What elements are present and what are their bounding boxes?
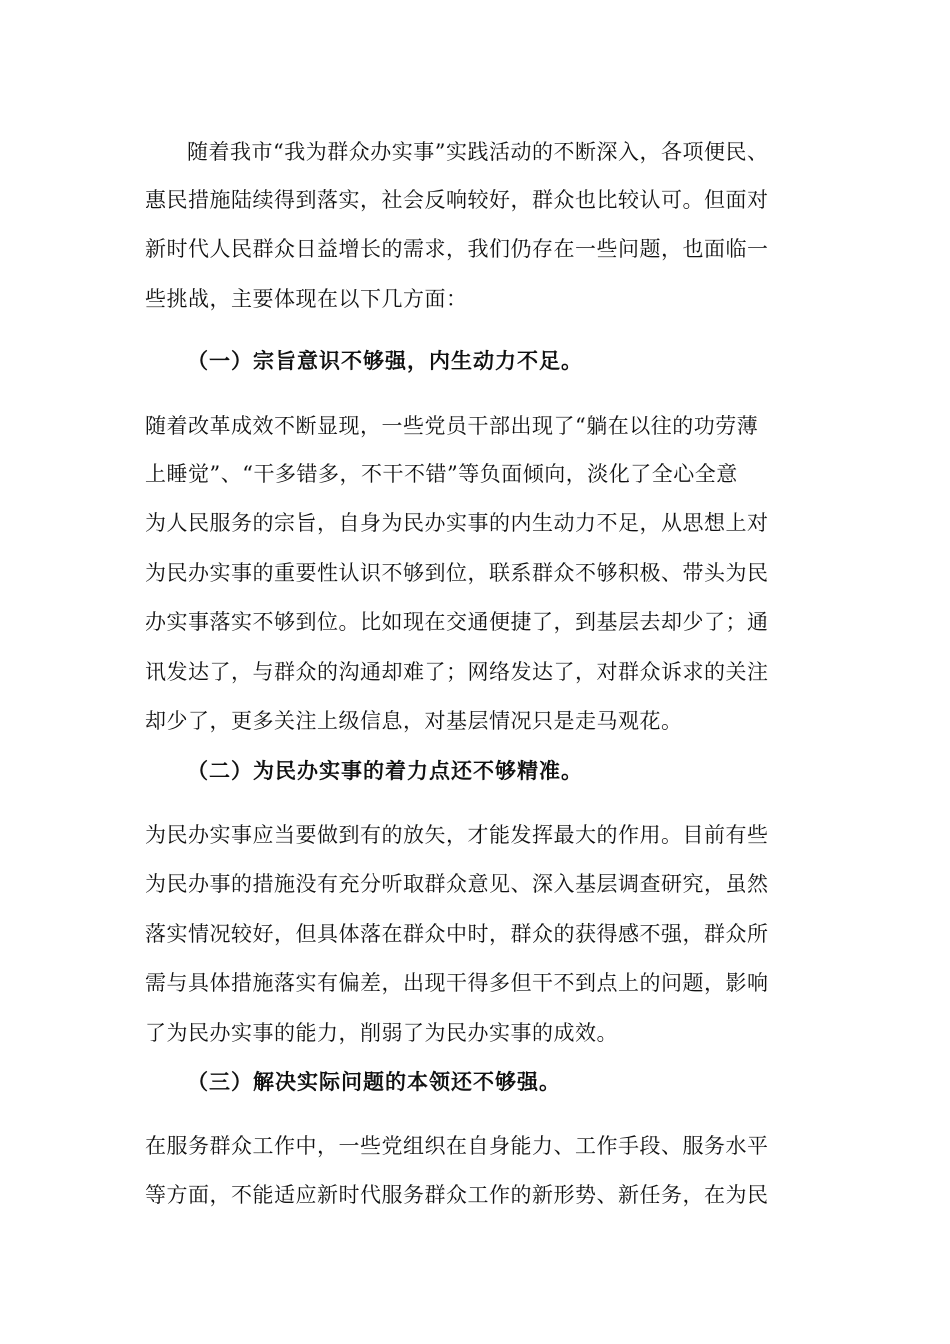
section1-line-4: 为民办实事的重要性认识不够到位，联系群众不够积极、带头为民 (145, 561, 769, 585)
intro-line-3: 新时代人民群众日益增长的需求，我们仍存在一些问题，也面临一 (145, 237, 769, 261)
section1-line-6: 讯发达了，与群众的沟通却难了；网络发达了，对群众诉求的关注 (145, 660, 769, 684)
section2-heading: （二）为民办实事的着力点还不够精准。 (187, 758, 583, 783)
section2-line-4: 需与具体措施落实有偏差，出现干得多但干不到点上的问题，影响 (145, 971, 769, 995)
intro-line-4: 些挑战，主要体现在以下几方面： (145, 287, 468, 311)
intro-line-2: 惠民措施陆续得到落实，社会反响较好，群众也比较认可。但面对 (145, 188, 769, 212)
section3-heading: （三）解决实际问题的本领还不够强。 (187, 1069, 561, 1094)
section3-line-2: 等方面，不能适应新时代服务群众工作的新形势、新任务，在为民 (145, 1183, 769, 1207)
section1-line-2: 上睡觉”、“干多错多，不干不错”等负面倾向，淡化了全心全意 (145, 462, 738, 486)
section1-line-5: 办实事落实不够到位。比如现在交通便捷了，到基层去却少了；通 (145, 610, 769, 634)
section1-line-1: 随着改革成效不断显现，一些党员干部出现了“躺在以往的功劳薄 (145, 414, 759, 438)
section3-line-1: 在服务群众工作中，一些党组织在自身能力、工作手段、服务水平 (145, 1134, 769, 1158)
intro-line-1: 随着我市“我为群众办实事”实践活动的不断深入，各项便民、 (187, 140, 769, 164)
section2-line-5: 了为民办实事的能力，削弱了为民办实事的成效。 (145, 1021, 618, 1045)
section2-line-2: 为民办事的措施没有充分听取群众意见、深入基层调查研究，虽然 (145, 872, 769, 896)
section1-heading: （一）宗旨意识不够强，内生动力不足。 (187, 348, 583, 373)
section2-line-1: 为民办实事应当要做到有的放矢，才能发挥最大的作用。目前有些 (145, 823, 769, 847)
section1-line-7: 却少了，更多关注上级信息，对基层情况只是走马观花。 (145, 709, 683, 733)
section2-line-3: 落实情况较好，但具体落在群众中时，群众的获得感不强，群众所 (145, 922, 769, 946)
section1-line-3: 为人民服务的宗旨，自身为民办实事的内生动力不足，从思想上对 (145, 511, 769, 535)
